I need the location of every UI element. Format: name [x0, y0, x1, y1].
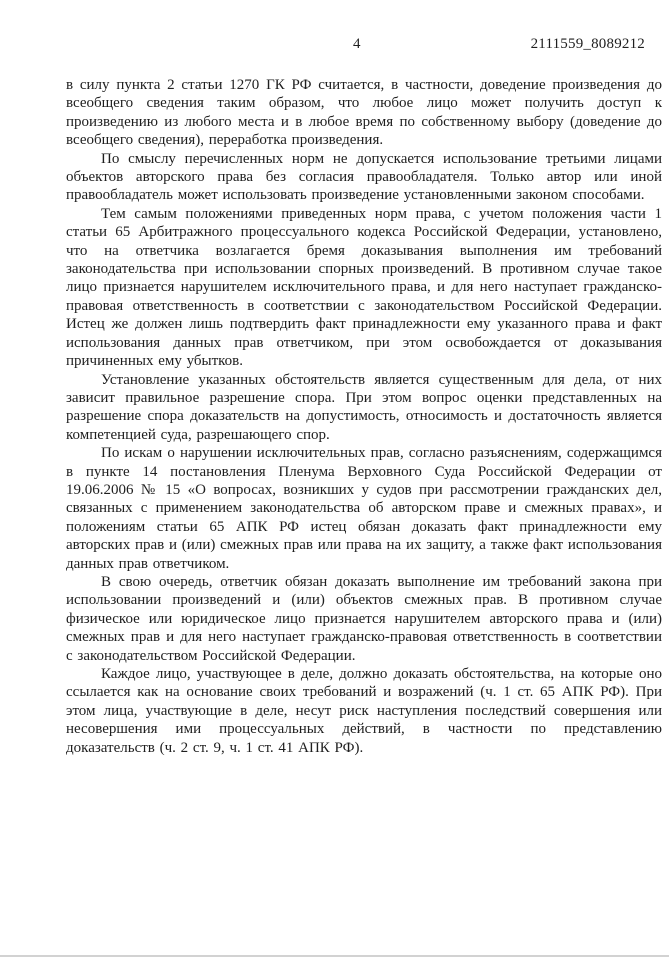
paragraph: Тем самым положениями приведенных норм права, с учетом положения части 1 статьи 65 Арбитражного процессуального кодекса Российской Федерации, установлено, что на ответчика возлагается бремя доказывания выполнения им требований законодательства при использовании спорных произведений. В противном случае такое лицо признается нарушителем исключительного права, и для него наступает гражданско-правовая ответственность в соответствии с законодательством Российской Федерации. Истец же должен лишь подтвердить факт принадлежности ему указанного права и факт использования данных прав ответчиком, при этом освобождается от доказывания причиненных ему убытков. [66, 205, 662, 370]
paragraph: Каждое лицо, участвующее в деле, должно доказать обстоятельства, на которые оно ссылается как на основание своих требований и возражений (ч. 1 ст. 65 АПК РФ). При этом лица, участвующие в деле, несут риск наступления последствий совершения или несовершения ими процессуальных действий, в частности по представлению доказательств (ч. 2 ст. 9, ч. 1 ст. 41 АПК РФ). [66, 666, 662, 756]
paragraph: В свою очередь, ответчик обязан доказать выполнение им требований закона при использовании произведений и (или) объектов смежных прав. В противном случае физическое или юридическое лицо признается нарушителем авторского права и (или) смежных прав и для него наступает гражданско-правовая ответственность в соответствии с законодательством Российской Федерации. [66, 573, 662, 664]
paragraph: По искам о нарушении исключительных прав, согласно разъяснениям, содержащимся в пункте 14 постановления Пленума Верховного Суда Российской Федерации от 19.06.2006 № 15 «О вопросах, возникших у судов при рассмотрении гражданских дел, связанных с применением законодательства об авторском праве и смежных правах», и положениям статьи 65 АПК РФ истец обязан доказать факт принадлежности ему авторских прав и (или) смежных прав или права на их защиту, а также факт использования данных прав ответчиком. [66, 445, 662, 572]
document-id: 2111559_8089212 [530, 36, 645, 52]
paragraph: в силу пункта 2 статьи 1270 ГК РФ считается, в частности, доведение произведения до всеобщего сведения таким образом, что любое лицо может получить доступ к произведению из любого места и в любое время по собственному выбору (доведение до всеобщего сведения), переработка произведения. [66, 77, 662, 149]
page-number: 4 [353, 36, 361, 52]
paragraph: Установление указанных обстоятельств является существенным для дела, от них зависит правильное разрешение спора. При этом вопрос оценки представленных на разрешение спора доказательств на допустимость, относимость и достаточность является компетенцией суда, разрешающего спор. [66, 371, 662, 443]
document-text [66, 76, 662, 757]
paragraph: По смыслу перечисленных норм не допускается использование третьими лицами объектов авторского права без согласия правообладателя. Только автор или иной правообладатель может использовать произведение установленными законом способами. [66, 150, 662, 204]
page-header [66, 35, 661, 54]
